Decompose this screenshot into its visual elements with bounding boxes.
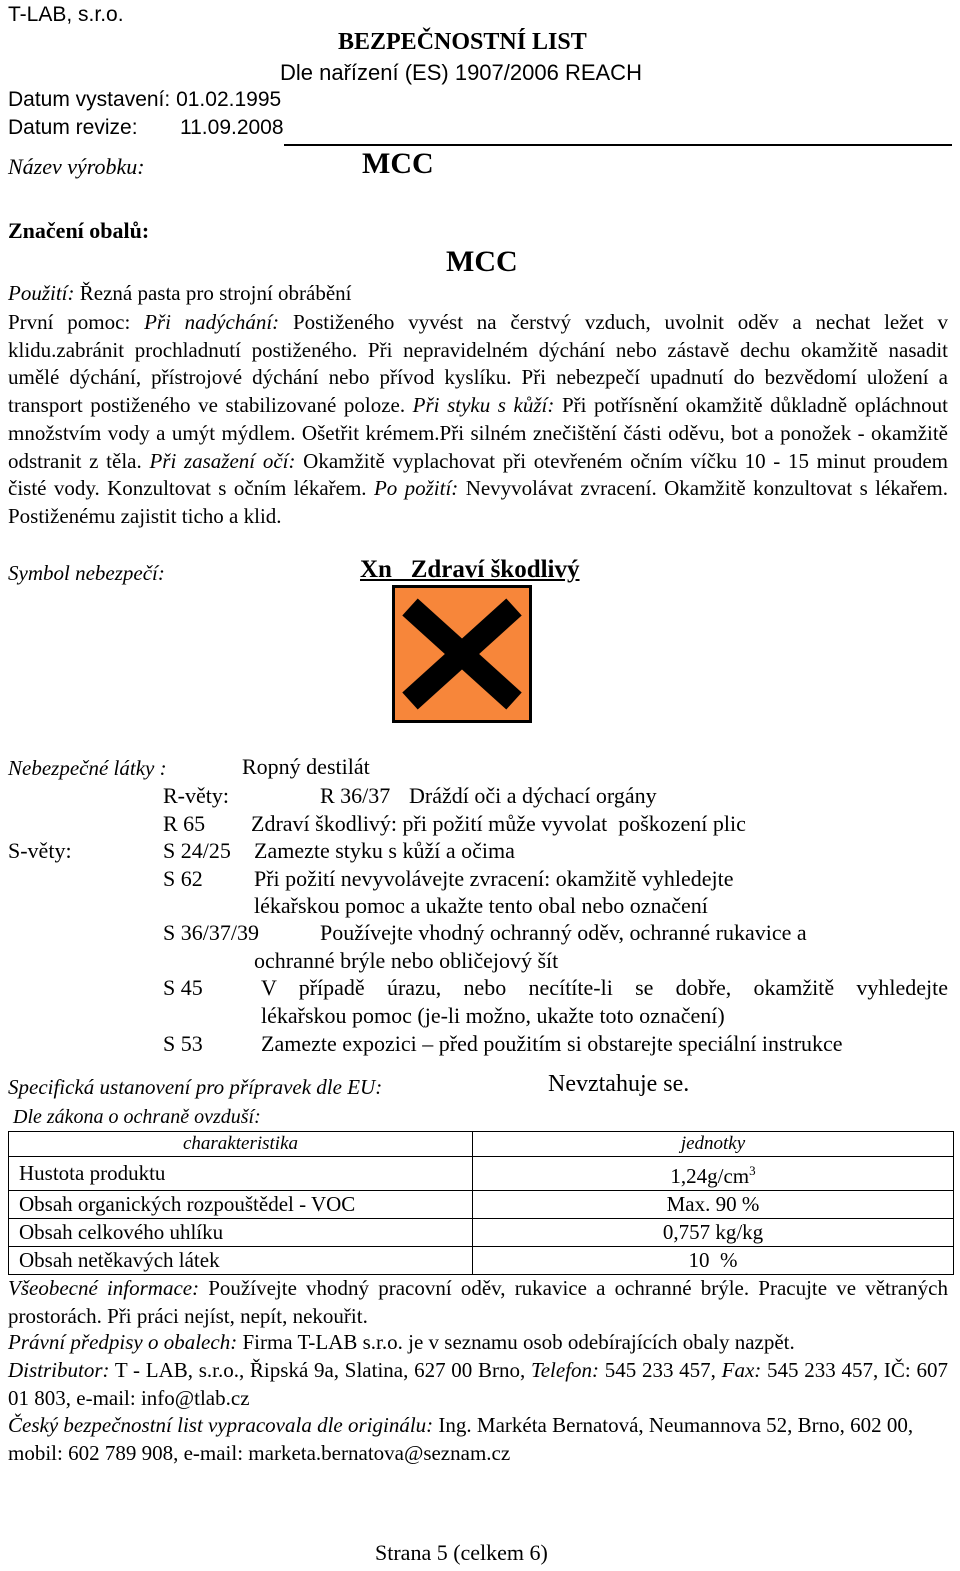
distributor-text: T - LAB, s.r.o., Řipská 9a, Slatina, 627 00 Brno, (114, 1358, 526, 1382)
inhalation-text: Postiženého vyvést na čerstvý vzduch, uvolnit oděv a nechat ležet v klidu.zabránit prochladnutí postiženého. Při nepravidelném dýchání nebo zástavě dechu okamžitě nasadit umělé dýchání, přístrojové dýchání nebo přívod kyslíku. Při nebezpečí upadnutí do bezvědomí uložení a transport postiženého ve stabilizované poloze. (8, 310, 948, 418)
author-label: Český bezpečnostní list vypracovala dle originálu: (8, 1413, 434, 1437)
legal-row (8, 1330, 795, 1355)
r-phrase-code: R 36/37 (320, 783, 391, 808)
page-number: Strana 5 (celkem 6) (375, 1540, 548, 1565)
harmful-x-icon (392, 585, 532, 723)
packaging-product-name: MCC (446, 245, 518, 278)
general-info-text: Používejte vhodný pracovní oděv, rukavice a ochranné brýle. Pracujte ve větraných prostorách. Při práci nejíst, nepít, nekouřit. (8, 1276, 949, 1328)
air-law-table (8, 1131, 954, 1275)
eyes-text: Okamžitě vyplachovat při otevřeném očním víčku 10 - 15 minut proudem čisté vody. Konzultovat s očním lékařem. (8, 448, 949, 501)
fax-label: Fax: (721, 1358, 762, 1382)
skin-text: Při potřísnění okamžitě důkladně opláchnout množstvím vody a umýt mýdlem. Ošetřit krémem.Při silném znečištění části oděvu, bot a ponožek - okamžitě odstranit z těla. (8, 393, 949, 473)
first-aid-paragraph (8, 309, 948, 531)
inhalation-label: Při nadýchání: (144, 310, 280, 334)
r-phrase-code: R 65 (163, 811, 206, 836)
s-phrase-code: S 24/25 (163, 838, 231, 863)
s-label: S-věty: (8, 838, 72, 863)
ingestion-text: Nevyvolávat zvracení. Okamžitě konzultovat s lékařem. Postiženému zajistit ticho a klid. (8, 476, 949, 528)
ingestion-label: Po požití: (373, 476, 459, 501)
distributor-paragraph (8, 1357, 948, 1412)
r-label: R-věty: (163, 783, 229, 808)
s-phrase-code: S 36/37/39 (163, 920, 259, 945)
author-paragraph (8, 1412, 948, 1467)
density-exponent: 3 (749, 1163, 756, 1178)
revision-date: 11.09.2008 (180, 116, 284, 139)
r-phrase-text: Dráždí oči a dýchací orgány (409, 783, 657, 808)
table-cell: Obsah organických rozpouštědel - VOC (9, 1191, 473, 1219)
s-phrase-text-cont: lékařskou pomoc (je-li možno, ukažte toto označení) (261, 1003, 725, 1028)
header-divider (284, 144, 952, 146)
s-phrase-code: S 53 (163, 1031, 203, 1056)
table-header-cell: jednotky (473, 1132, 954, 1157)
substances-value: Ropný destilát (242, 754, 370, 779)
distributor-label: Distributor: (8, 1358, 110, 1382)
issue-date: 01.02.1995 (176, 88, 282, 111)
first-aid-lead: První pomoc: (8, 310, 131, 334)
s-phrase-text-cont: lékařskou pomoc a ukažte tento obal nebo označení (254, 893, 708, 918)
table-cell: 10 % (473, 1247, 954, 1275)
issue-date-row (8, 88, 281, 112)
phone-value: 545 233 457, (604, 1358, 716, 1382)
eu-label: Specifická ustanovení pro přípravek dle EU: (8, 1075, 383, 1099)
table-cell: Max. 90 % (473, 1191, 954, 1219)
table-header-row (9, 1132, 954, 1157)
table-cell: Obsah netěkavých látek (9, 1247, 473, 1275)
product-label: Název výrobku: (8, 154, 145, 179)
table-cell: Hustota produktu (9, 1157, 473, 1191)
eu-value: Nevztahuje se. (548, 1071, 690, 1097)
air-law-label: Dle zákona o ochraně ovzduší: (13, 1106, 261, 1128)
s-phrase-text: Používejte vhodný ochranný oděv, ochranné rukavice a (320, 920, 807, 945)
document-subtitle: Dle nařízení (ES) 1907/2006 REACH (280, 60, 642, 85)
usage-text: Řezná pasta pro strojní obrábění (79, 281, 352, 305)
general-info-paragraph (8, 1275, 948, 1330)
s-phrase-text-inner: V případě úrazu, nebo necítíte-li se dobře, okamžitě vyhledejte (261, 975, 948, 1000)
table-row (9, 1219, 954, 1247)
company-name: T-LAB, s.r.o. (8, 3, 124, 26)
table-header-cell: charakteristika (9, 1132, 473, 1157)
issue-label: Datum vystavení: (8, 88, 171, 111)
s-phrase-text-cont: ochranné brýle nebo obličejový šít (254, 948, 559, 973)
s-phrase-code: S 62 (163, 866, 203, 891)
r-phrase-text: Zdraví škodlivý: při požití může vyvolat poškození plic (251, 811, 746, 836)
substances-label: Nebezpečné látky : (8, 756, 167, 780)
legal-text: Firma T-LAB s.r.o. je v seznamu osob odebírajících obaly nazpět. (242, 1330, 795, 1354)
table-row (9, 1191, 954, 1219)
s-phrase-text: Při požití nevyvolávejte zvracení: okamžitě vyhledejte (254, 866, 734, 891)
s-phrase-text: Zamezte expozici – před použitím si obstarejte speciální instrukce (261, 1031, 843, 1056)
product-name: MCC (362, 147, 434, 180)
eyes-label: Při zasažení očí: (149, 448, 296, 473)
table-cell: 0,757 kg/kg (473, 1219, 954, 1247)
document-title: BEZPEČNOSTNÍ LIST (338, 29, 587, 55)
table-row (9, 1157, 954, 1191)
usage-row (8, 281, 352, 306)
packaging-label: Značení obalů: (8, 218, 150, 243)
table-cell (473, 1157, 954, 1191)
general-info-label: Všeobecné informace: (8, 1276, 200, 1300)
fax-value: 545 233 457, IČ: 607 01 803, e-mail: info@tlab.cz (8, 1358, 948, 1410)
table-cell: Obsah celkového uhlíku (9, 1219, 473, 1247)
legal-label: Právní předpisy o obalech: (8, 1330, 238, 1354)
s-phrase-code: S 45 (163, 975, 203, 1000)
skin-label: Při styku s kůží: (412, 393, 555, 418)
usage-label: Použití: (8, 281, 75, 305)
table-row (9, 1247, 954, 1275)
hazard-label: Symbol nebezpečí: (8, 561, 165, 585)
s-phrase-text: Zamezte styku s kůží a očima (254, 838, 515, 863)
hazard-symbol-text: Xn Zdraví škodlivý (360, 556, 580, 583)
author-text: Ing. Markéta Bernatová, Neumannova 52, Brno, 602 00, mobil: 602 789 908, e-mail: marketa.bernatova@seznam.cz (8, 1413, 914, 1465)
phone-label: Telefon: (530, 1358, 600, 1382)
density-value: 1,24g/cm (670, 1164, 750, 1188)
revision-label: Datum revize: (8, 116, 138, 139)
